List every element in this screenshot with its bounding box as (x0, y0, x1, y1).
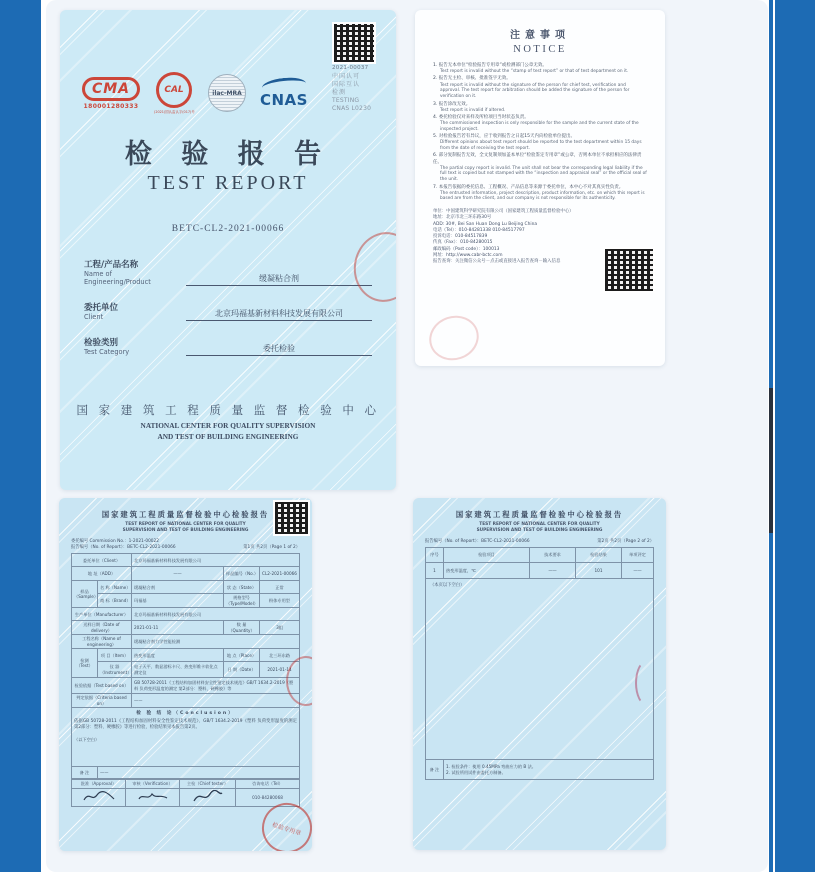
qr-code-icon (332, 22, 376, 64)
conclusion-title: 检 验 结 论（Conclusion） (136, 711, 235, 717)
report-number: BETC-CL2-2021-00066 (171, 224, 285, 234)
tel-value: 010-84280068 (236, 788, 300, 806)
results-table: 序号 检验项目 技术要求 检验结果 单项评定 1 热变形温度，℃ —— 101 —— （本页以下空白） 备 注 1. 检验条件：使用 0.45MPa 弯曲应力的 B 法。 2. 试验所用试件由委托方制备。 (425, 547, 654, 780)
signature-row: 批准（Approval） 审核（Verification） 主检（Chief tester） 咨询电话（Tel） 010-84280068 (71, 779, 300, 807)
accreditation-line: CNAS L0230 (332, 105, 372, 113)
commission-number: 委托编号 Commission No.：1-2021-00022 (71, 538, 160, 544)
approval-signature (82, 790, 116, 803)
contact-block: 单位：中国建筑科学研究院有限公司（国家建筑工程质量监督检验中心） 地址：北京市北三环东路30号 ADD: 30#, Bei San Huan Dong Lu Beijing China 电话（Tel）：010-84281338 010-84517797 投诉电话：010-84517839 传真（Fax）：010-84280015 邮政编码（Post code）：100013 网址：http://www.cabr-bctc.com 报告查询：关注微信公众号－点击或直接进入报告查询－输入信息 (433, 209, 574, 265)
note-line: 2. 试验所用试件由委托方制备。 (446, 769, 506, 775)
notice-item: 5. 对检验报告若有异议，应于收到报告之日起15天内向检验单位提出。 (433, 134, 575, 140)
field-product-name: 工程/产品名称 Name of Engineering/Product 缓凝粘合剂 (84, 258, 372, 286)
accreditation-line: 检测 (332, 89, 347, 97)
page-header-cn: 国家建筑工程质量监督检验中心检验报告 (455, 510, 624, 519)
notice-item: 3. 报告涂改无效。 (433, 101, 471, 107)
accreditation-line: 国际互认 (332, 81, 361, 89)
red-stamp-icon (423, 309, 484, 366)
field-value: 缓凝粘合剂 (186, 273, 372, 286)
accreditation-logo-row (82, 72, 332, 114)
conclusion-text: 依据GB 50728-2011《工程结构加固材料安全性鉴定技术规范》、GB/T 1634.2-2019《塑料 负荷变形温度的测定 第2部分：塑料、硬橡胶》等进行检验，检验结果见本报告第2页。 (74, 719, 297, 731)
page-marker: 第2页 共2页（Page 2 of 2） (597, 538, 654, 544)
report-number: 报告编号（No. of Report）：BETC-CL2-2021-00066 (425, 538, 530, 544)
cal-logo-icon: CAL (2021)国认监认字(017)号 (154, 72, 194, 114)
qr-caption: 2021-00037 (332, 65, 369, 71)
issuing-organization: 国 家 建 筑 工 程 质 量 监 督 检 验 中 心 NATIONAL CENTER FOR QUALITY SUPERVISION AND TEST OF BUILDING ENGINEERING (76, 403, 380, 441)
cover-fields (84, 258, 372, 371)
notice-item: 1. 报告无本单位“检验报告专用章”或检测部门公章无效。 (433, 63, 547, 68)
page-header-cn: 国家建筑工程质量监督检验中心检验报告 (101, 510, 270, 519)
ilac-mra-logo-icon: ilac-MRA (208, 74, 246, 112)
notice-item: 2. 报告无主检、审核、批准签字无效。 (433, 76, 511, 82)
page-header-en: TEST REPORT OF NATIONAL CENTER FOR QUALITY SUPERVISION AND TEST OF BUILDING ENGINEERING (122, 522, 249, 533)
qr-code-icon (603, 247, 655, 293)
notice-page-image[interactable] (415, 10, 665, 366)
page-marker: 第1页 共2页（Page 1 of 2） (243, 545, 300, 551)
report-page2-image[interactable] (413, 498, 666, 850)
cma-number: 180001280333 (83, 102, 139, 110)
field-value: 委托检验 (186, 343, 372, 356)
field-value: 北京玛福基新材料科技发展有限公司 (186, 308, 372, 321)
page-blank-note: （本页以下空白） (430, 583, 465, 589)
cma-logo-icon: CMA 180001280333 (82, 77, 140, 110)
cnas-logo-icon: CNAS (260, 78, 308, 109)
field-test-category: 检验类别 Test Category 委托检验 (84, 336, 372, 356)
red-stamp-icon (635, 660, 659, 706)
qr-code-icon (273, 500, 310, 536)
result-row: 1 热变形温度，℃ —— 101 —— (426, 563, 654, 579)
notice-title-en: NOTICE (513, 44, 567, 55)
report-page1-image[interactable] (59, 498, 312, 851)
report-title-en: TEST REPORT (147, 172, 309, 194)
certificate-gallery-panel (46, 0, 768, 872)
report-title-cn: 检 验 报 告 (124, 139, 332, 170)
test-report-cover-image[interactable] (60, 10, 396, 490)
scrollbar-thumb[interactable] (769, 388, 773, 533)
verification-signature (136, 790, 170, 803)
field-client: 委托单位 Client 北京玛福基新材料科技发展有限公司 (84, 301, 372, 321)
notice-title-cn: 注意事项 (510, 30, 570, 41)
report-info-table: 委托单位（Client） 北京玛福基新材料科技发展有限公司 地 址（ADD） —— 样品编号（No.） CL2-2021-00066 样品（Sample） 名 称（Name） 缓凝粘合剂 状 态（State） 正常 商 标（Brand） 玛福基 规格型号（Type/Model） 粉体专用型 生产单位（Manufacturer） 北京玛福基新材料科技发展有限公司 送样日期（Date of delivery） 2021-01-11 数 量（Quantity） 3组 工程名称（Name of engineering） 缓凝粘合剂力学性能检测 检测（Test） 项 目（Item） 热变形温度 地 点（Place） 北三环东路 仪 器（Instrument） 电子天平、数显游标卡尺、热变形维卡软化点测定仪 日 期（Date） 2021-01-14 检验依据（Test based on） GB 50728-2011《工程结构加固材料安全性鉴定技术规范》GB/T 1634.2-2019《塑料 负荷变形温度的测定 第2部分：塑料、硬橡胶》等 判定依据（Criteria based on） —— 检 验 结 论（Conclusion） 依据GB 50728-2011《工程结构加固材料安全性鉴定技术规范》、GB/T 1634.2-2019《塑料 负荷变形温度的测定 第2部分：塑料、硬橡胶》等进行检验，检验结果见本报告第2页。 （以下空白） 备 注 —— (71, 553, 300, 779)
chief-tester-signature (191, 790, 225, 803)
notice-items: 1. 报告无本单位“检验报告专用章”或检测部门公章无效。 Test report is invalid without the “stamp of test report” or that of test department on it. 2. 报告无主检、审核、批准签字无效。 Test report is invalid without the signature of the person for chief test, verification and approval. The test report for arbitration should be added the signature of the person for verification on it. 3. 报告涂改无效。 Test report is invalid if altered. 4. 委托检验仅对来样及所检项目当时状态负责。 The commissioned inspection is only responsible for the sample and the current state of the inspected project. 5. 对检验报告若有异议，应于收到报告之日起15天内向检验单位提出。 Different opinions about test report should be reported to the test department within 15 days from the date of receiving the test report. 6. 部分复制报告无效，全文复制须加盖本单位“检验鉴定专用章”或公章，否则本单位不承担相应的法律责任。 The partial copy report is invalid. The unit shall not bear the corresponding legal liability if the full text is copied but not stamped with the “inspection and appraisal seal” or the official seal of the unit. 7. 本报告依据的委托信息、工程概况、产品信息等来源于委托单位，本中心不对其真实性负责。 The entrusted information, project description, product information, etc. on which this report is based are from the client, and our company is not responsible for its authenticity. (433, 63, 647, 202)
note-line: 1. 检验条件：使用 0.45MPa 弯曲应力的 B 法。 (446, 764, 536, 770)
notice-item: 6. 部分复制报告无效，全文复制须加盖本单位“检验鉴定专用章”或公章，否则本单位不承担相应的法律责任。 (433, 153, 642, 165)
cal-caption: (2021)国认监认字(017)号 (154, 110, 195, 114)
inspection-seal-icon: 检验专用章 (255, 796, 312, 851)
accreditation-line: TESTING (332, 97, 360, 105)
notice-item: 7. 本报告依据的委托信息、工程概况、产品信息等来源于委托单位，本中心不对其真实性负责。 (433, 184, 624, 190)
notice-item: 4. 委托检验仅对来样及所检项目当时状态负责。 (433, 114, 529, 120)
accreditation-line: 中国认可 (332, 73, 361, 80)
cover-qr-block (332, 22, 374, 113)
page-header-en: TEST REPORT OF NATIONAL CENTER FOR QUALITY SUPERVISION AND TEST OF BUILDING ENGINEERING (476, 522, 603, 533)
report-number: 报告编号（No. of Report）：BETC-CL2-2021-00066 (71, 545, 176, 551)
page-right-border (775, 0, 815, 872)
page-left-border (0, 0, 41, 872)
